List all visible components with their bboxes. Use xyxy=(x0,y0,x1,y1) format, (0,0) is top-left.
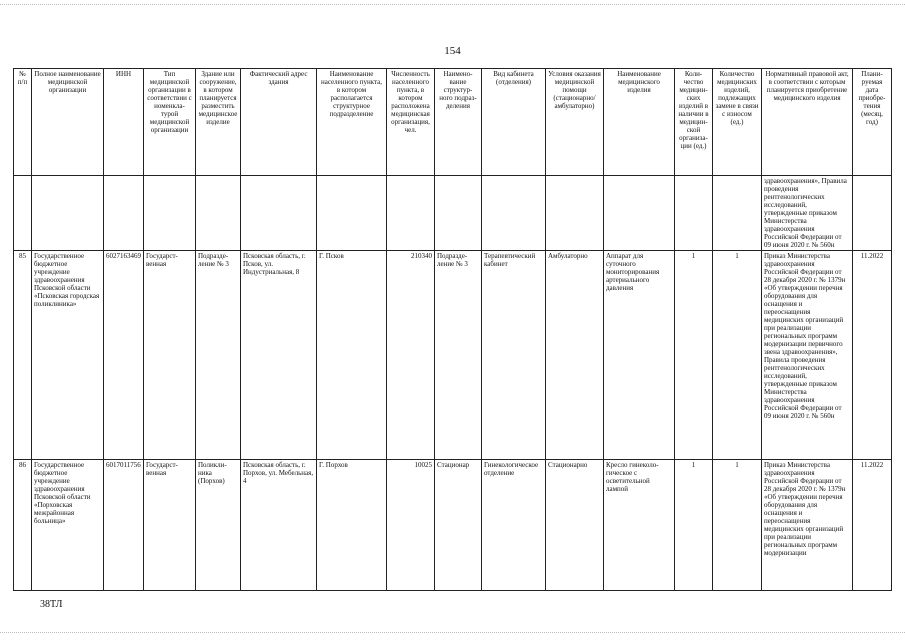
subdivision-cell: Подразде-ление № 3 xyxy=(435,251,482,460)
locality-cell: Г. Псков xyxy=(317,251,387,460)
population-cell: 10025 xyxy=(387,460,435,591)
header-cell: Нормативный правовой акт, в соответствии с которым планируется приобретение медицинского изделия xyxy=(762,69,853,176)
header-cell: Условия оказания медицинской помощи (стационарно/ амбулаторно) xyxy=(546,69,604,176)
purchase-date-cell: 11.2022 xyxy=(853,460,892,591)
header-cell: Наименование медицинского изделия xyxy=(604,69,675,176)
subdivision-cell: Стационар xyxy=(435,460,482,591)
footer-code: 38ТЛ xyxy=(40,599,63,610)
header-cell: Полное наименование медицинской организации xyxy=(32,69,104,176)
device-cell: Кресло гинеколо-гическое с осветительной лампой xyxy=(604,460,675,591)
header-cell: Вид кабинета (отделения) xyxy=(482,69,546,176)
scan-edge-bottom xyxy=(0,632,905,633)
conditions-cell: Амбулаторно xyxy=(546,251,604,460)
building-cell: Поликли-ника (Порхов) xyxy=(196,460,241,591)
legal-act-cell: Приказ Министерства здравоохранения Российской Федерации от 28 декабря 2020 г. № 1379н «Об утверждении перечня оборудования для оснащения и переоснащения медицинских организаций при реализации региональных программ модернизации xyxy=(762,460,853,591)
header-cell: № п/п xyxy=(14,69,32,176)
table-row xyxy=(14,251,892,460)
conditions-cell: Стационарно xyxy=(546,460,604,591)
population-cell: 210340 xyxy=(387,251,435,460)
qty-available-cell: 1 xyxy=(675,460,713,591)
scan-edge-top xyxy=(0,4,905,5)
table-header-row xyxy=(14,69,892,176)
inn-cell: 6017011756 xyxy=(104,460,144,591)
purchase-date-cell: 11.2022 xyxy=(853,251,892,460)
organization-name: Государственное бюджетное учреждение здравоохранения Псковской области «Порховская межрайонная больница» xyxy=(32,460,104,591)
table-row xyxy=(14,460,892,591)
header-cell: Фактический адрес здания xyxy=(241,69,317,176)
locality-cell: Г. Порхов xyxy=(317,460,387,591)
legal-act-cell: здравоохранения», Правила проведения рентгенологических исследований, утвержденные приказом Министерства здравоохранения Российской Федерации от 09 июня 2020 г. № 560н xyxy=(762,176,853,251)
header-cell: Плани-руемая дата приобре-тения (месяц, год) xyxy=(853,69,892,176)
equipment-table xyxy=(13,68,892,591)
header-cell: Коли-чество медицин-ских изделий в наличии в медицин-ской организа-ции (ед.) xyxy=(675,69,713,176)
org-type-cell: Государст-венная xyxy=(144,460,196,591)
row-number: 86 xyxy=(14,460,32,591)
header-cell: Наимено-вание структур-ного подраз-деления xyxy=(435,69,482,176)
organization-name: Государственное бюджетное учреждение здравоохранения Псковской области «Псковская городская поликлиника» xyxy=(32,251,104,460)
table-row-continuation xyxy=(14,176,892,251)
page-number: 154 xyxy=(444,45,461,57)
building-cell: Подразде-ление № 3 xyxy=(196,251,241,460)
header-cell: Количество медицинских изделий, подлежащих замене в связи с износом (ед.) xyxy=(713,69,762,176)
inn-cell: 6027163469 xyxy=(104,251,144,460)
org-type-cell: Государст-венная xyxy=(144,251,196,460)
qty-replace-cell: 1 xyxy=(713,460,762,591)
row-number: 85 xyxy=(14,251,32,460)
header-cell: Численность населенного пункта, в котором расположена медицинская организация, чел. xyxy=(387,69,435,176)
header-cell: Здание или сооружение, в котором планируется разместить медицинское изделие xyxy=(196,69,241,176)
address-cell: Псковская область, г. Порхов, ул. Мебельная, 4 xyxy=(241,460,317,591)
cabinet-cell: Терапевтический кабинет xyxy=(482,251,546,460)
legal-act-cell: Приказ Министерства здравоохранения Российской Федерации от 28 декабря 2020 г. № 1379н «Об утверждении перечня оборудования для оснащения и переоснащения медицинских организаций при реализации региональных программ модернизации первичного звена здравоохранения», Правила проведения рентгенологических исследований, утвержденные приказом Министерства здравоохранения Российской Федерации от 09 июня 2020 г. № 560н xyxy=(762,251,853,460)
qty-available-cell: 1 xyxy=(675,251,713,460)
header-cell: Наименование населенного пункта, в котором располагается структурное подразделение xyxy=(317,69,387,176)
header-cell: ИНН xyxy=(104,69,144,176)
address-cell: Псковская область, г. Псков, ул. Индустриальная, 8 xyxy=(241,251,317,460)
device-cell: Аппарат для суточного мониторирования артериального давления xyxy=(604,251,675,460)
cabinet-cell: Гинекологическое отделение xyxy=(482,460,546,591)
qty-replace-cell: 1 xyxy=(713,251,762,460)
header-cell: Тип медицинской организации в соответствии с номенкла-турой медицинской организации xyxy=(144,69,196,176)
